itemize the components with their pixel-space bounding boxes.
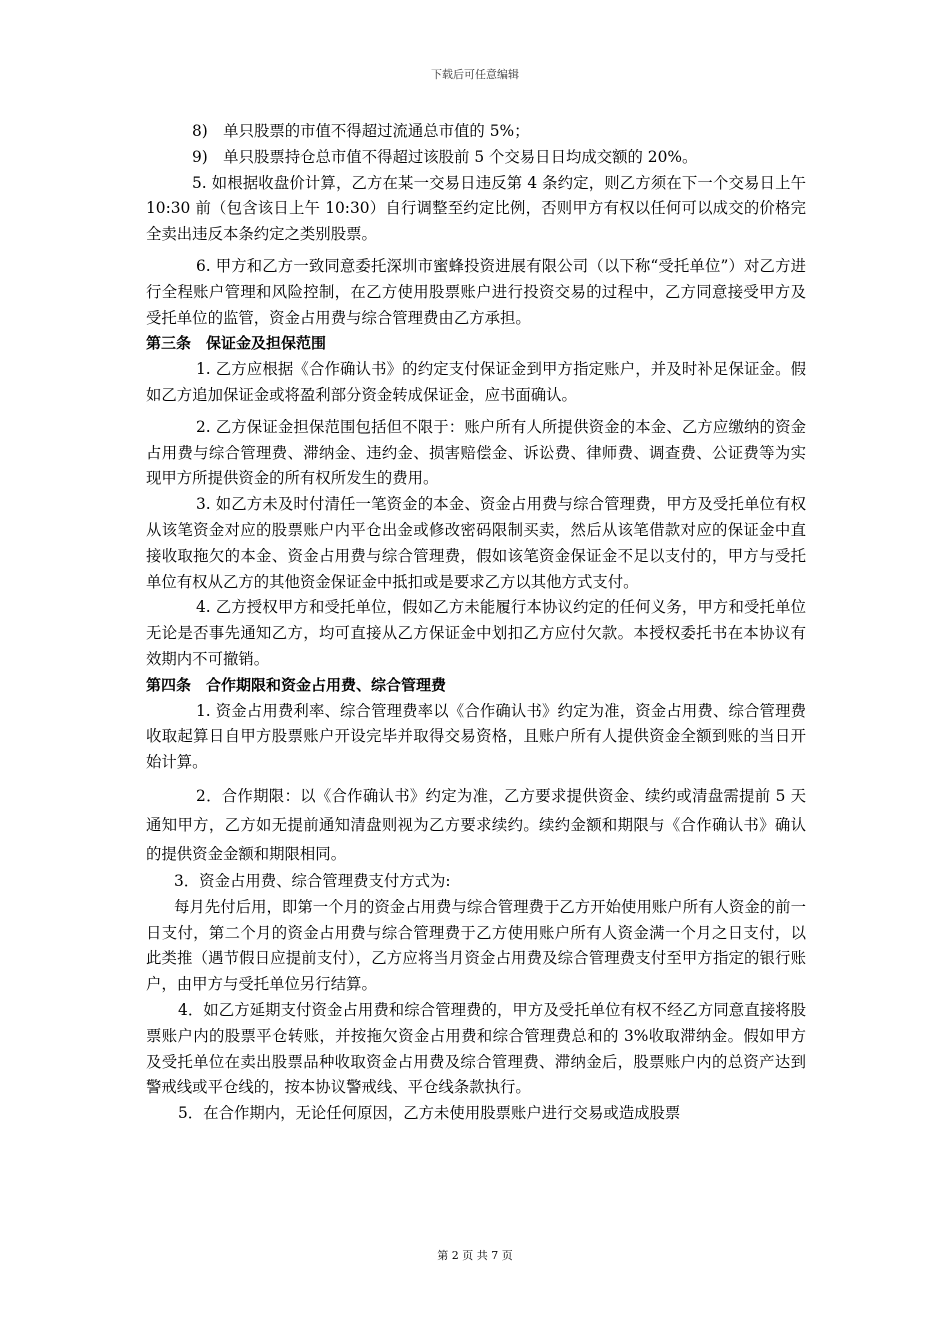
paragraph: 6. 甲方和乙方一致同意委托深圳市蜜蜂投资进展有限公司（以下称“受托单位”）对乙方进行全程账户管理和风险控制，在乙方使用股票账户进行投资交易的过程中，乙方同意接受甲方及受托单位的监管，资金占用费与综合管理费由乙方承担。 xyxy=(146,256,806,327)
section-heading: 第四条 合作期限和资金占用费、综合管理费 xyxy=(146,675,447,694)
list-item: 9) 单只股票持仓总市值不得超过该股前 5 个交易日日均成交额的 20%。 xyxy=(192,147,698,166)
paragraph: 3. 如乙方未及时付清任一笔资金的本金、资金占用费与综合管理费，甲方及受托单位有权从该笔资金对应的股票账户内平仓出金或修改密码限制买卖，然后从该笔借款对应的保证金中直接收取拖欠的本金、资金占用费与综合管理费，假如该笔资金保证金不足以支付的，甲方与受托单位有权从乙方的其他资金保证金中抵扣或是要求乙方以其他方式支付。 xyxy=(146,495,806,591)
paragraph: 1. 乙方应根据《合作确认书》的约定支付保证金到甲方指定账户，并及时补足保证金。假如乙方追加保证金或将盈利部分资金转成保证金，应书面确认。 xyxy=(146,360,806,404)
paragraph: 5. 如根据收盘价计算，乙方在某一交易日违反第 4 条约定，则乙方须在下一个交易日上午 10:30 前（包含该日上午 10:30）自行调整至约定比例，否则甲方有权以任何可以成交的价格完全卖出违反本条约定之类别股票。 xyxy=(146,173,806,244)
paragraph: 每月先付后用，即第一个月的资金占用费与综合管理费于乙方开始使用账户所有人资金的前一日支付，第二个月的资金占用费与综合管理费于乙方使用账户所有人资金满一个月之日支付，以此类推（遇节假日应提前支付），乙方应将当月资金占用费及综合管理费支付至甲方指定的银行账户，由甲方与受托单位另行结算。 xyxy=(146,897,806,994)
paragraph: 1. 资金占用费利率、综合管理费率以《合作确认书》约定为准，资金占用费、综合管理费收取起算日自甲方股票账户开设完毕并取得交易资格，且账户所有人提供资金全额到账的当日开始计算。 xyxy=(146,701,806,772)
paragraph: 5．在合作期内，无论任何原因，乙方未使用股票账户进行交易或造成股票 xyxy=(178,1104,681,1123)
paragraph: 2．合作期限：以《合作确认书》约定为准，乙方要求提供资金、续约或清盘需提前 5 天通知甲方，乙方如无提前通知清盘则视为乙方要求续约。续约金额和期限与《合作确认书》确认的提供资金金额和期限相同。 xyxy=(146,786,806,863)
paragraph: 2. 乙方保证金担保范围包括但不限于：账户所有人所提供资金的本金、乙方应缴纳的资金占用费与综合管理费、滞纳金、违约金、损害赔偿金、诉讼费、律师费、调查费、公证费等为实现甲方所提供资金的所有权所发生的费用。 xyxy=(146,417,806,488)
list-item: 8) 单只股票的市值不得超过流通总市值的 5%； xyxy=(192,122,530,140)
paragraph: 4. 乙方授权甲方和受托单位，假如乙方未能履行本协议约定的任何义务，甲方和受托单位无论是否事先通知乙方，均可直接从乙方保证金中划扣乙方应付欠款。本授权委托书在本协议有效期内不可撤销。 xyxy=(146,598,806,668)
paragraph: 4．如乙方延期支付资金占用费和综合管理费的，甲方及受托单位有权不经乙方同意直接将股票账户内的股票平仓转账，并按拖欠资金占用费和综合管理费总和的 3%收取滞纳金。假如甲方及受托单位在卖出股票品种收取资金占用费及综合管理费、滞纳金后，股票账户内的总资产达到警戒线或平仓线的，按本协议警戒线、平仓线条款执行。 xyxy=(146,1000,806,1097)
page-header: 下载后可任意编辑 xyxy=(431,68,519,81)
document-body xyxy=(146,119,806,1127)
paragraph: 3．资金占用费、综合管理费支付方式为: xyxy=(174,871,451,890)
section-heading: 第三条 保证金及担保范围 xyxy=(146,334,327,353)
page-footer: 第 2 页 共 7 页 xyxy=(437,1249,513,1262)
